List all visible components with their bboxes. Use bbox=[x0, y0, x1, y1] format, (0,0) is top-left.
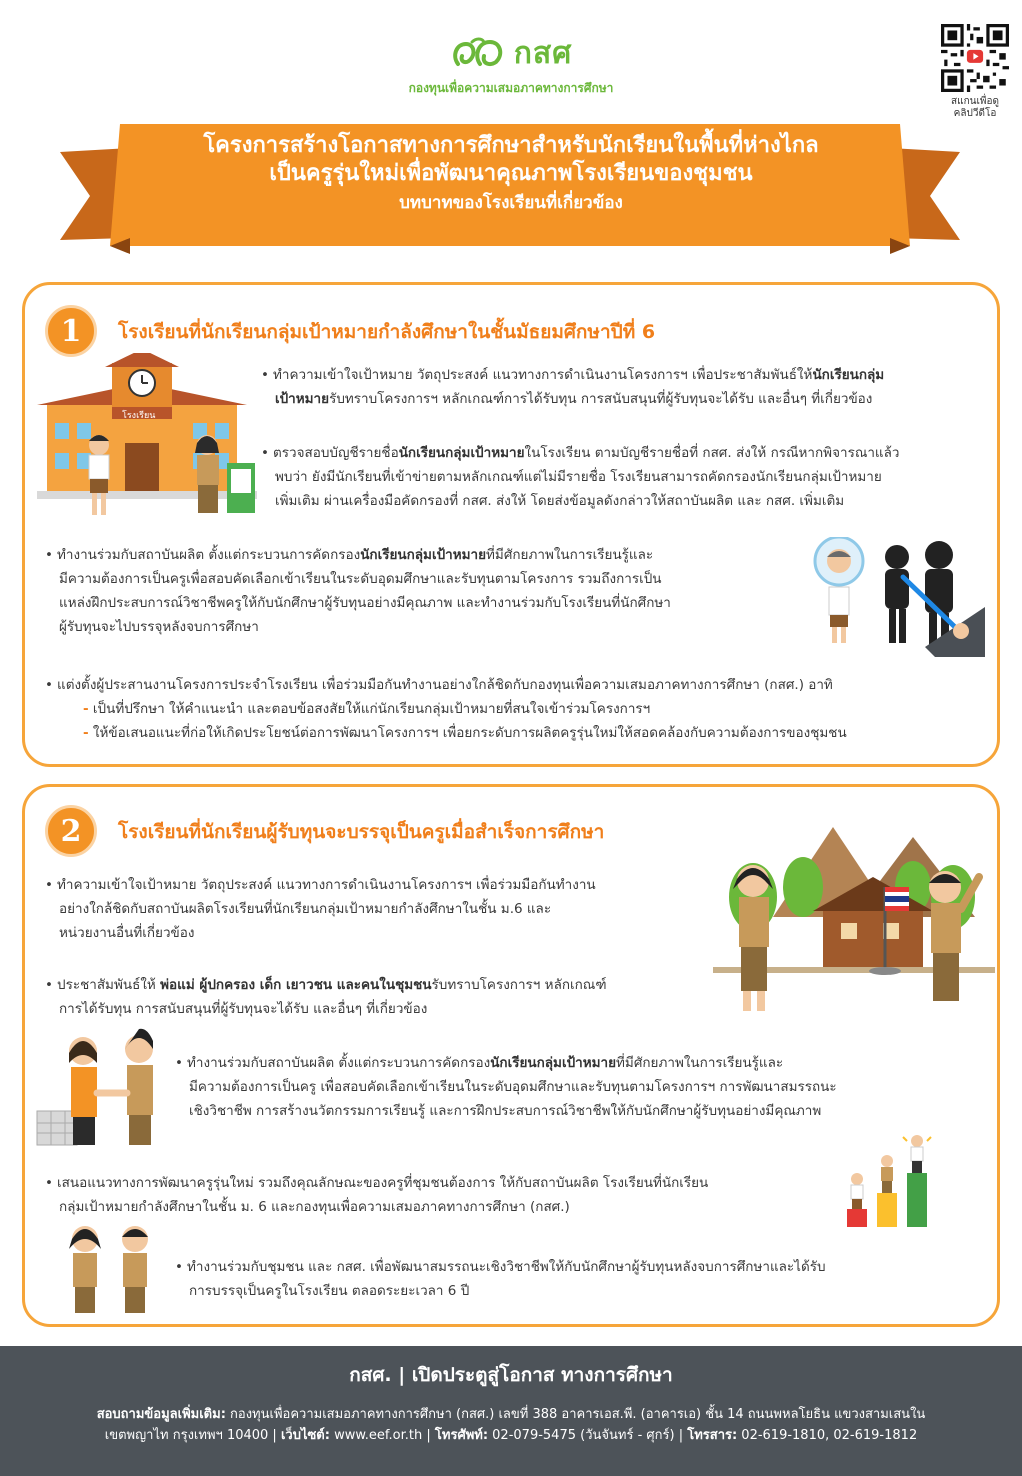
header-logo bbox=[0, 30, 1022, 98]
footer-contact: สอบถามข้อมูลเพิ่มเติม: กองทุนเพื่อความเสมอภาคทางการศึกษา (กสศ.) เลขที่ 388 อาคารเอส.พี. (อาคารเอ) ชั้น 14 ถนนพหลโยธิน แขวงสามเสนใน เขตพญาไท กรุงเทพฯ 10400 | เว็บไซต์: www.eef.or.th | โทรศัพท์: 02-079-5475 (วันจันทร์ - ศุกร์) | โทรสาร: 02-619-1810, 02-619-1812 bbox=[96, 1407, 926, 1443]
section-2-title: โรงเรียนที่นักเรียนผู้รับทุนจะบรรจุเป็นครูเมื่อสำเร็จการศึกษา bbox=[118, 821, 605, 843]
partnership-illustration bbox=[35, 1027, 185, 1149]
section-2-paragraph-5: • ทำงานร่วมกับชุมชน และ กสศ. เพื่อพัฒนาสมรรถนะเชิงวิชาชีพให้กับนักศึกษาผู้รับทุนหลังจบการศึกษาและได้รับ การบรรจุเป็นครูในโรงเรียน ตลอดระยะเวลา 6 ปี bbox=[175, 1259, 826, 1299]
section-1-title: โรงเรียนที่นักเรียนกลุ่มเป้าหมายกำลังศึกษาในชั้นมัธยมศึกษาปีที่ 6 bbox=[118, 321, 656, 343]
section-1-paragraph-4: • แต่งตั้งผู้ประสานงานโครงการประจำโรงเรียน เพื่อร่วมมือกันทำงานอย่างใกล้ชิดกับกองทุนเพื่อความเสมอภาคทางการศึกษา (กสศ.) อาทิ - เป็นที่ปรึกษา ให้คำแนะนำ และตอบข้อสงสัยให้แก่นักเรียนกลุ่มเป้าหมายที่สนใจเข้าร่วมโครงการฯ - ให้ข้อเสนอแนะที่ก่อให้เกิดประโยชน์ต่อการพัฒนาโครงการฯ เพื่อยกระดับการผลิตครูรุ่นใหม่ให้สอดคล้องกับความต้องการของชุมชน bbox=[45, 677, 847, 741]
section-2-paragraph-3: • ทำงานร่วมกับสถาบันผลิต ตั้งแต่กระบวนการคัดกรองนักเรียนกลุ่มเป้าหมายที่มีศักยภาพในการเรียนรู้และ มีความต้องการเป็นครู เพื่อสอบคัดเลือกเข้าเรียนในระดับอุดมศึกษาและรับทุนตามโครงการฯ การพัฒนาสมรรถนะ เชิงวิชาชีพ การสร้างนวัตกรรมการเรียนรู้ และการฝึกประสบการณ์วิชาชีพให้กับนักศึกษาผู้รับทุนอย่างมีคุณภาพ bbox=[175, 1055, 837, 1119]
section-1-paragraph-3: • ทำงานร่วมกับสถาบันผลิต ตั้งแต่กระบวนการคัดกรองนักเรียนกลุ่มเป้าหมายที่มีศักยภาพในการเรียนรู้และ มีความต้องการเป็นครูเพื่อสอบคัดเลือกเข้าเรียนในระดับอุดมศึกษาและรับทุนตามโครงการ รวมถึงการเป็น แหล่งฝึกประสบการณ์วิชาชีพครูให้กับนักศึกษาผู้รับทุนอย่างมีคุณภาพ และทำงานร่วมกับโรงเรียนที่นักศึกษา ผู้รับทุนจะไปบรรจุหลังจบการศึกษา bbox=[45, 547, 671, 635]
section-1 bbox=[22, 282, 1000, 767]
section-2 bbox=[22, 784, 1000, 1327]
footer bbox=[0, 1346, 1022, 1476]
teachers-illustration bbox=[51, 1223, 171, 1315]
eef-logo-icon bbox=[450, 36, 508, 72]
community-school-illustration bbox=[713, 817, 995, 1027]
school-illustration bbox=[37, 353, 257, 523]
qr-caption: สแกนเพื่อดู คลิปวีดีโอ bbox=[951, 96, 999, 119]
section-1-number: 1 bbox=[45, 305, 97, 357]
banner-subtitle: บทบาทของโรงเรียนที่เกี่ยวข้อง bbox=[399, 193, 623, 213]
banner-line-1: โครงการสร้างโอกาสทางการศึกษาสำหรับนักเรียนในพื้นที่ห่างไกล bbox=[203, 133, 819, 158]
qr-code-icon[interactable] bbox=[941, 24, 1009, 92]
banner-line-2: เป็นครูรุ่นใหม่เพื่อพัฒนาคุณภาพโรงเรียนของชุมชน bbox=[269, 161, 753, 186]
screening-illustration bbox=[805, 537, 985, 657]
logo-subtitle: กองทุนเพื่อความเสมอภาคทางการศึกษา bbox=[408, 81, 614, 95]
section-2-paragraph-1: • ทำความเข้าใจเป้าหมาย วัตถุประสงค์ แนวทางการดำเนินงานโครงการฯ เพื่อร่วมมือกันทำงาน อย่างใกล้ชิดกับสถาบันผลิตโรงเรียนที่นักเรียนกลุ่มเป้าหมายกำลังศึกษาในชั้น ม.6 และ หน่วยงานอื่นที่เกี่ยวข้อง bbox=[45, 877, 596, 941]
fax-number: 02-619-1810, 02-619-1812 bbox=[737, 1428, 918, 1443]
banner-title bbox=[0, 132, 1022, 216]
section-2-paragraph-4: • เสนอแนวทางการพัฒนาครูรุ่นใหม่ รวมถึงคุณลักษณะของครูที่ชุมชนต้องการ ให้กับสถาบันผลิต โรงเรียนที่นักเรียน กลุ่มเป้าหมายกำลังศึกษาในชั้น ม. 6 และกองทุนเพื่อความเสมอภาคทางการศึกษา (กสศ.) bbox=[45, 1175, 709, 1215]
podium-illustration bbox=[837, 1133, 957, 1233]
footer-title: กสศ. | เปิดประตูสู่โอกาส ทางการศึกษา bbox=[349, 1364, 673, 1386]
school-sign: โรงเรียน bbox=[122, 411, 156, 421]
section-2-number: 2 bbox=[45, 805, 97, 857]
website-link[interactable]: www.eef.or.th | bbox=[329, 1428, 435, 1443]
section-1-paragraph-1: • ทำความเข้าใจเป้าหมาย วัตถุประสงค์ แนวทางการดำเนินงานโครงการฯ เพื่อประชาสัมพันธ์ให้นักเรียนกลุ่ม เป้าหมายรับทราบโครงการฯ หลักเกณฑ์การได้รับทุน การสนับสนุนที่ผู้รับทุนจะได้รับ และอื่นๆ ที่เกี่ยวข้อง bbox=[261, 367, 885, 407]
section-1-paragraph-2: • ตรวจสอบบัญชีรายชื่อนักเรียนกลุ่มเป้าหมายในโรงเรียน ตามบัญชีรายชื่อที่ กสศ. ส่งให้ กรณีหากพิจารณาแล้ว พบว่า ยังมีนักเรียนที่เข้าข่ายตามหลักเกณฑ์แต่ไม่มีรายชื่อ โรงเรียนสามารถคัดกรองนักเรียนกลุ่มเป้าหมาย เพิ่มเติม ผ่านเครื่องมือคัดกรองที่ กสศ. ส่งให้ โดยส่งข้อมูลดังกล่าวให้สถาบันผลิต และ กสศ. เพิ่มเติม bbox=[261, 445, 900, 509]
phone-number: 02-079-5475 (วันจันทร์ - ศุกร์) | bbox=[488, 1428, 688, 1443]
logo-text: กสศ bbox=[513, 36, 573, 71]
section-2-paragraph-2: • ประชาสัมพันธ์ให้ พ่อแม่ ผู้ปกครอง เด็ก เยาวชน และคนในชุมชนรับทราบโครงการฯ หลักเกณฑ์ การได้รับทุน การสนับสนุนที่ผู้รับทุนจะได้รับ และอื่นๆ ที่เกี่ยวข้อง bbox=[45, 977, 607, 1017]
